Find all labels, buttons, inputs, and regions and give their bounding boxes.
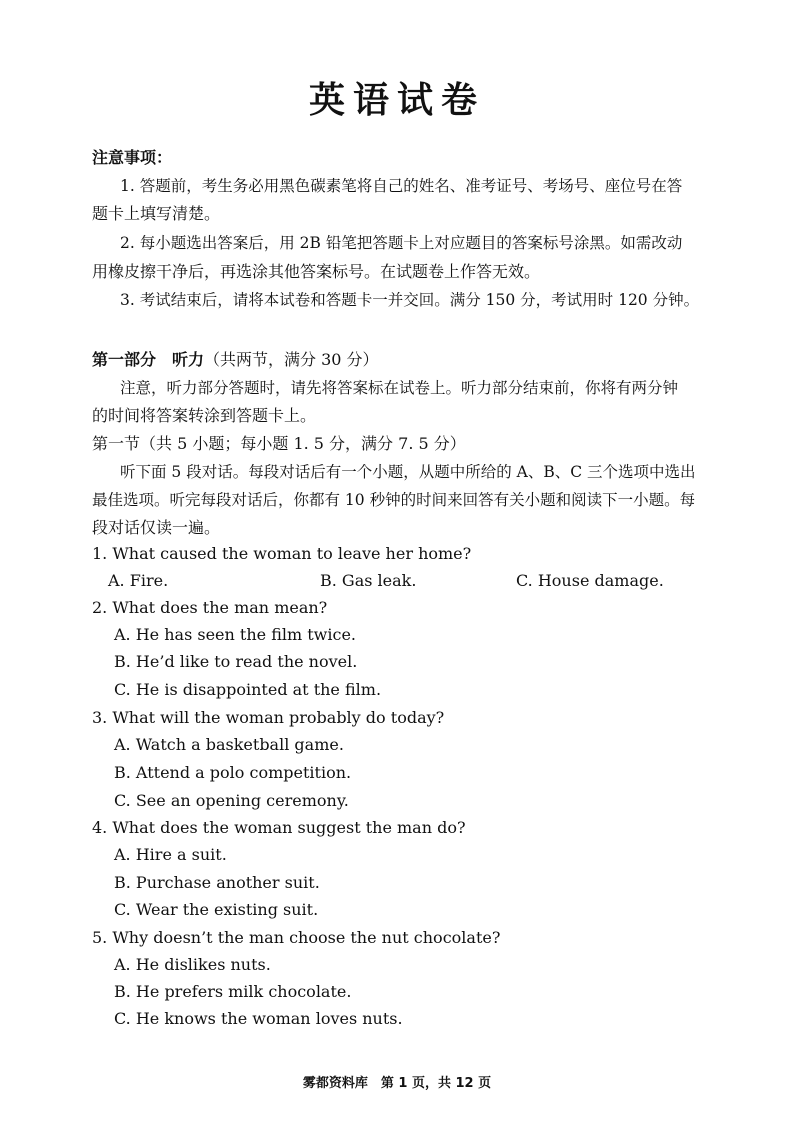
question-5-option-c: C. He knows the woman loves nuts. xyxy=(114,1009,403,1028)
part1-heading-rest: （共两节，满分 30 分） xyxy=(204,350,379,369)
part1-note-line-2: 的时间将答案转涂到答题卡上。 xyxy=(92,406,317,425)
section1-heading: 第一节（共 5 小题；每小题 1. 5 分，满分 7. 5 分） xyxy=(92,434,466,453)
notice-item-2-line-1: 2. 每小题选出答案后，用 2B 铅笔把答题卡上对应题目的答案标号涂黑。如需改动 xyxy=(120,234,683,252)
question-1-option-b: B. Gas leak. xyxy=(320,571,417,590)
notice-item-1-line-2: 题卡上填写清楚。 xyxy=(92,204,221,223)
question-5-option-b: B. He prefers milk chocolate. xyxy=(114,982,352,1001)
question-5-stem: 5. Why doesn’t the man choose the nut chocolate? xyxy=(92,928,501,947)
page-title: 英语试卷 xyxy=(308,80,485,121)
section1-instructions-line-2: 最佳选项。听完每段对话后，你都有 10 秒钟的时间来回答有关小题和阅读下一小题。每 xyxy=(92,491,696,509)
notice-item-2-line-2: 用橡皮擦干净后，再选涂其他答案标号。在试题卷上作答无效。 xyxy=(92,262,541,281)
page-footer: 雾都资料库 第 1 页，共 12 页 xyxy=(302,1076,492,1091)
part1-heading xyxy=(92,350,379,370)
section1-instructions-line-3: 段对话仅读一遍。 xyxy=(92,518,221,537)
question-5-option-a: A. He dislikes nuts. xyxy=(114,955,271,974)
question-3-option-a: A. Watch a basketball game. xyxy=(114,735,344,754)
part1-note-line-1: 注意，听力部分答题时，请先将答案标在试卷上。听力部分结束前，你将有两分钟 xyxy=(120,379,679,397)
question-4-option-b: B. Purchase another suit. xyxy=(114,873,320,892)
question-3-option-c: C. See an opening ceremony. xyxy=(114,791,349,810)
notice-item-3-line-1: 3. 考试结束后，请将本试卷和答题卡一并交回。满分 150 分，考试用时 120 分钟。 xyxy=(120,291,700,309)
question-3-stem: 3. What will the woman probably do today? xyxy=(92,708,445,727)
part1-heading-bold: 第一部分 听力 xyxy=(92,350,205,369)
question-2-stem: 2. What does the man mean? xyxy=(92,598,328,617)
question-4-option-c: C. Wear the existing suit. xyxy=(114,900,319,919)
notice-item-1-line-1: 1. 答题前，考生务必用黑色碳素笔将自己的姓名、准考证号、考场号、座位号在答 xyxy=(120,177,683,195)
question-4-stem: 4. What does the woman suggest the man do? xyxy=(92,818,466,837)
section1-instructions-line-1: 听下面 5 段对话。每段对话后有一个小题，从题中所给的 A、B、C 三个选项中选出 xyxy=(120,463,696,481)
question-2-option-b: B. He’d like to read the novel. xyxy=(114,652,358,671)
question-1-option-a: A. Fire. xyxy=(108,571,169,590)
question-4-option-a: A. Hire a suit. xyxy=(114,845,227,864)
notice-heading: 注意事项： xyxy=(92,148,173,167)
question-2-option-a: A. He has seen the film twice. xyxy=(114,625,357,644)
question-1-stem: 1. What caused the woman to leave her home? xyxy=(92,544,472,563)
question-1-option-c: C. House damage. xyxy=(516,571,664,590)
question-2-option-c: C. He is disappointed at the film. xyxy=(114,680,382,699)
question-3-option-b: B. Attend a polo competition. xyxy=(114,763,352,782)
